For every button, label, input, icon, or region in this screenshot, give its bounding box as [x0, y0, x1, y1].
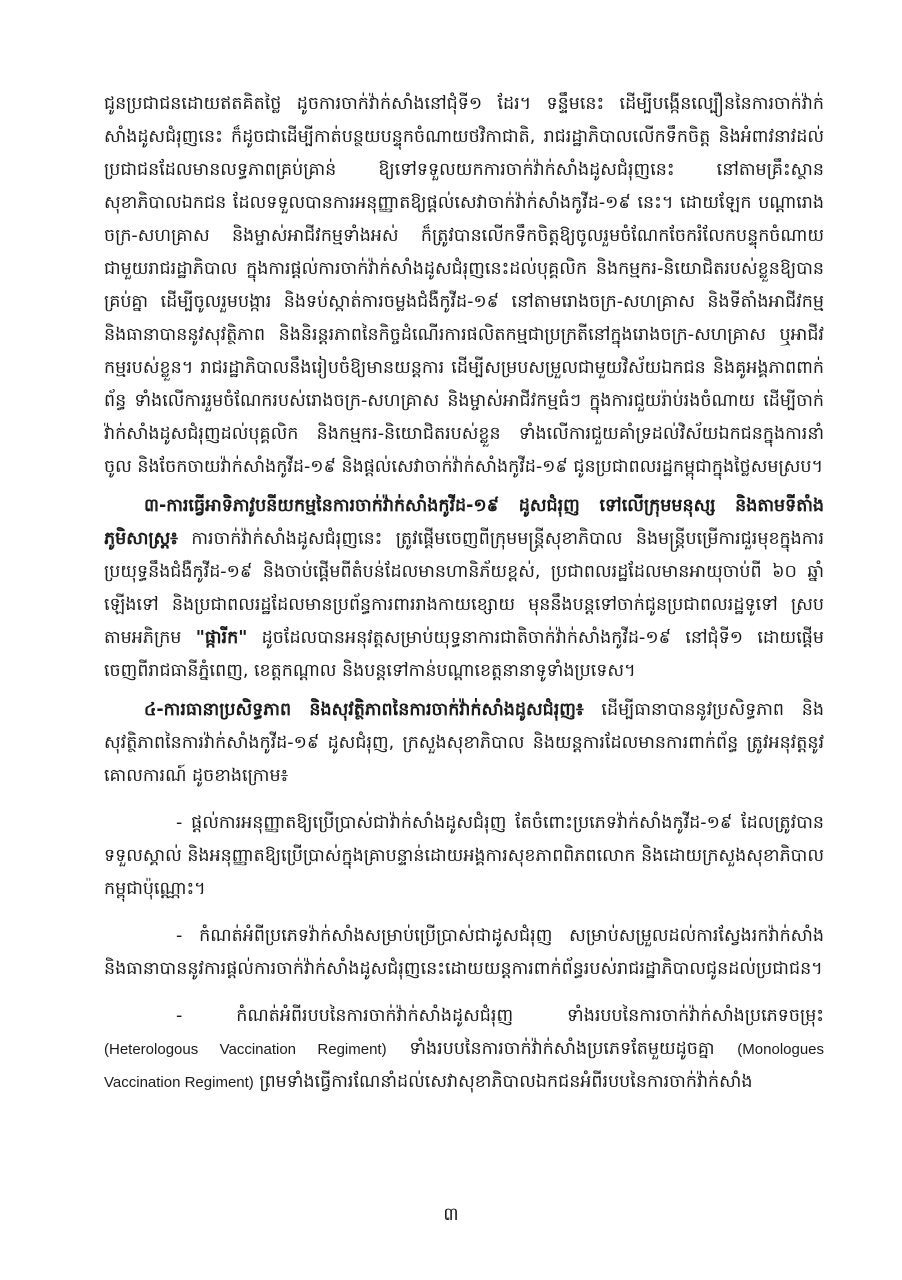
bullet-item-1: - ផ្តល់ការអនុញ្ញាតឱ្យប្រើប្រាស់ជាវ៉ាក់សាំងដូសជំរុញ តែចំពោះប្រភេទវ៉ាក់សាំងកូវីដ-១៩ ដែលត្រូវបានទទួលស្គាល់ និងអនុញ្ញាតឱ្យប្រើប្រាស់ក្នុងគ្រាបន្ទាន់ដោយអង្គការសុខភាពពិភពលោក និងដោយក្រសួងសុខាភិបាលកម្ពុជាប៉ុណ្ណោះ។	[104, 813, 825, 899]
section-3-heading: ៣-ការធ្វើអាទិភាវូបនីយកម្មនៃការចាក់វ៉ាក់សាំងកូវីដ-១៩ ដូសជំរុញ ទៅលើក្រុមមនុស្ស និងតាមទីតាំងភូមិសាស្ត្រ៖	[104, 496, 824, 549]
section-3	[104, 490, 824, 688]
bullet-3-text-3: ព្រមទាំងធ្វើការណែនាំដល់សេវាសុខាភិបាលឯកជនអំពីរបបនៃការចាក់វ៉ាក់សាំង	[253, 1072, 753, 1092]
bullet-3-text-2: ទាំងរបបនៃការចាក់វ៉ាក់សាំងប្រភេទតែមួយដូចគ្នា	[386, 1039, 738, 1059]
document-body	[104, 88, 824, 1099]
page-number: ៣	[443, 1204, 459, 1225]
section-4	[104, 694, 824, 793]
bullet-item-2: - កំណត់អំពីប្រភេទវ៉ាក់សាំងសម្រាប់ប្រើប្រាស់ជាដូសជំរុញ សម្រាប់សម្រួលដល់ការស្វែងរកវ៉ាក់សាំង និងធានាបាននូវការផ្តល់ការចាក់វ៉ាក់សាំងដូសជំរុញនេះដោយយន្តការពាក់ព័ន្ធរបស់រាជរដ្ឋាភិបាលជូនដល់ប្រជាជន។	[104, 926, 824, 979]
bullet-item-3	[104, 1000, 824, 1099]
paragraph-intro: ជូនប្រជាជនដោយឥតគិតថ្លៃ ដូចការចាក់វ៉ាក់សាំងនៅជុំទី១ ដែរ។ ទន្ទឹមនេះ ដើម្បីបង្កើនល្បឿននៃការចាក់វ៉ាក់សាំងដូសជំរុញនេះ ក៏ដូចជាដើម្បីកាត់បន្ថយបន្ទុកចំណាយថវិកាជាតិ, រាជរដ្ឋាភិបាលលើកទឹកចិត្ត និងអំពាវនាវដល់ប្រជាជនដែលមានលទ្ធភាពគ្រប់គ្រាន់ ឱ្យទៅទទួលយកការចាក់វ៉ាក់សាំងដូសជំរុញនេះ នៅតាមគ្រឹះស្ថានសុខាភិបាលឯកជន ដែលទទួលបានការអនុញ្ញាតឱ្យផ្តល់សេវាចាក់វ៉ាក់សាំងកូវីដ-១៩ នេះ។ ដោយឡែក បណ្តារោងចក្រ-សហគ្រាស និងម្ចាស់អាជីវកម្មទាំងអស់ ក៏ត្រូវបានលើកទឹកចិត្តឱ្យចូលរួមចំណែកចែករំលែកបន្ទុកចំណាយជាមួយរាជរដ្ឋាភិបាល ក្នុងការផ្តល់ការចាក់វ៉ាក់សាំងដូសជំរុញនេះដល់បុគ្គលិក និងកម្មករ-និយោជិតរបស់ខ្លួនឱ្យបានគ្រប់គ្នា ដើម្បីចូលរួមបង្ការ និងទប់ស្កាត់ការចម្លងជំងឺកូវីដ-១៩ នៅតាមរោងចក្រ-សហគ្រាស និងទីតាំងអាជីវកម្ម និងធានាបាននូវសុវត្ថិភាព និងនិរន្តរភាពនៃកិច្ចដំណើរការផលិតកម្មជាប្រក្រតីនៅក្នុងរោងចក្រ-សហគ្រាស ឬអាជីវកម្មរបស់ខ្លួន។ រាជរដ្ឋាភិបាលនឹងរៀបចំឱ្យមានយន្តការ ដើម្បីសម្របសម្រួលជាមួយវិស័យឯកជន និងគូអង្គភាពពាក់ព័ន្ធ ទាំងលើការរួមចំណែករបស់រោងចក្រ-សហគ្រាស និងម្ចាស់អាជីវកម្មធំៗ ក្នុងការជួយរ៉ាប់រងចំណាយ ដើម្បីចាក់វ៉ាក់សាំងដូសជំរុញដល់បុគ្គលិក និងកម្មករ-និយោជិតរបស់ខ្លួន ទាំងលើការជួយគាំទ្រដល់វិស័យឯកជនក្នុងការនាំចូល និងចែកចាយវ៉ាក់សាំងកូវីដ-១៩ និងផ្តល់សេវាចាក់វ៉ាក់សាំងកូវីដ-១៩ ជូនប្រជាពលរដ្ឋកម្ពុជាក្នុងថ្លៃសមស្រប។	[104, 94, 824, 477]
bullet-3-latin-term-2: (Monologues Vaccination Regiment)	[104, 1041, 825, 1091]
section-4-heading: ៤-ការធានាប្រសិទ្ធភាព និងសុវត្ថិភាពនៃការចាក់វ៉ាក់សាំងដូសជំរុញ៖	[144, 700, 584, 720]
bullet-3-text-1: - កំណត់អំពីរបបនៃការចាក់វ៉ាក់សាំងដូសជំរុញ ទាំងរបបនៃការចាក់វ៉ាក់សាំងប្រភេទចម្រុះ	[176, 1006, 824, 1026]
section-3-emphasis: "ផ្ការីក"	[195, 628, 248, 648]
section-4-body: ដើម្បីធានាបាននូវប្រសិទ្ធភាព និងសុវត្ថិភាពនៃការវ៉ាក់សាំងកូវីដ-១៩ ដូសជំរុញ, ក្រសួងសុខាភិបាល និងយន្តការដែលមានការពាក់ព័ន្ធ ត្រូវអនុវត្តនូវគោលការណ៍ ដូចខាងក្រោម៖	[104, 700, 824, 786]
section-3-body-end: ដូចដែលបានអនុវត្តសម្រាប់យុទ្ធនាការជាតិចាក់វ៉ាក់សាំងកូវីដ-១៩ នៅជុំទី១ ដោយផ្តើមចេញពីរាជធានីភ្នំពេញ, ខេត្តកណ្តាល និងបន្តទៅកាន់បណ្តាខេត្តនានាទូទាំងប្រទេស។	[104, 628, 824, 681]
bullet-3-latin-term-1: (Heterologous Vaccination Regiment)	[104, 1041, 387, 1058]
section-3-body: ការចាក់វ៉ាក់សាំងដូសជំរុញនេះ ត្រូវផ្តើមចេញពីក្រុមមន្ត្រីសុខាភិបាល និងមន្ត្រីបម្រើការជួរមុខក្នុងការប្រយុទ្ធនឹងជំងឺកូវីដ-១៩ និងចាប់ផ្តើមពីតំបន់ដែលមានហានិភ័យខ្ពស់, ប្រជាពលរដ្ឋដែលមានអាយុចាប់ពី ៦០ ឆ្នាំឡើងទៅ និងប្រជាពលរដ្ឋដែលមានប្រព័ន្ធការពាររាងកាយខ្សោយ មុននឹងបន្តទៅចាក់ជូនប្រជាពលរដ្ឋទូទៅ ស្របតាមអភិក្រម	[104, 529, 824, 648]
